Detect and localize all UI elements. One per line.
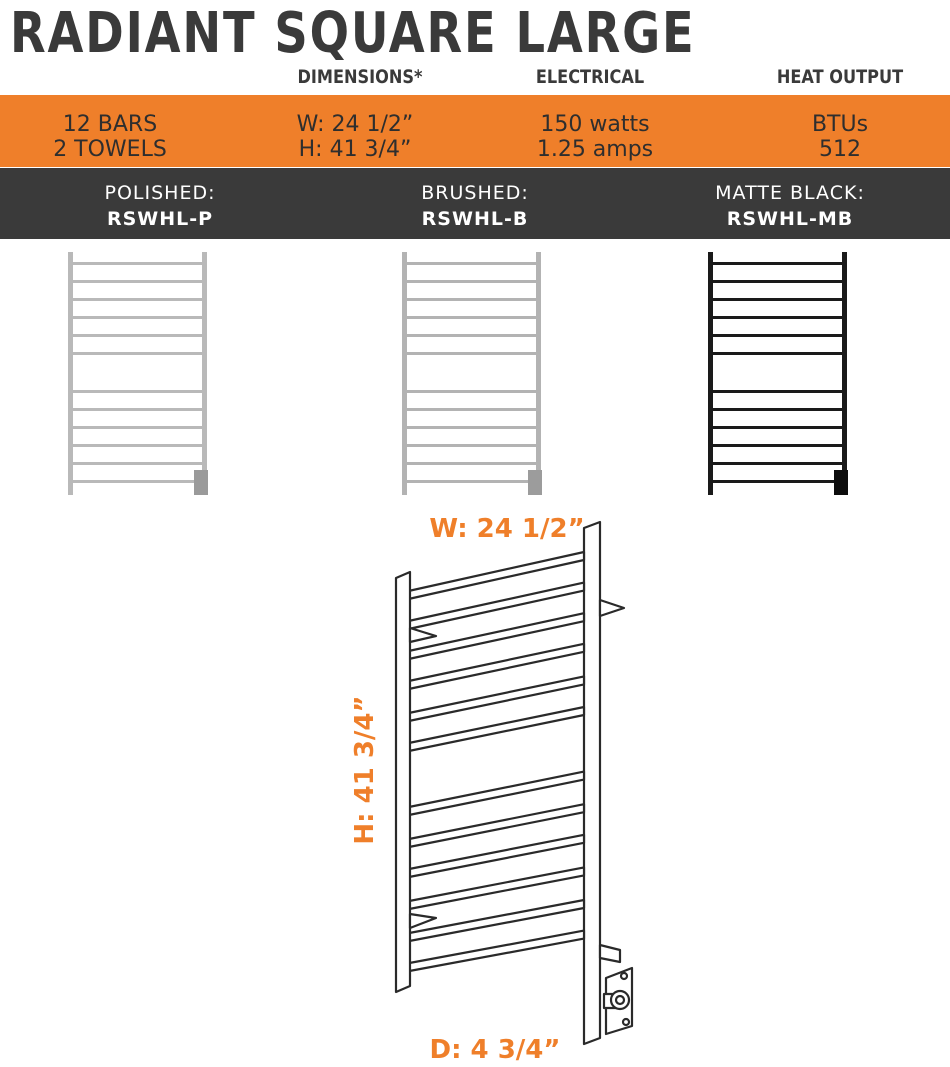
rack-bar bbox=[73, 334, 202, 337]
page-title: RADIANT SQUARE LARGE bbox=[10, 1, 696, 66]
rack-bar bbox=[407, 462, 536, 465]
rack-left-post bbox=[708, 252, 713, 495]
rack-bars bbox=[404, 552, 584, 972]
rack-bar bbox=[73, 316, 202, 319]
rack-right-post bbox=[202, 252, 207, 495]
right-post bbox=[584, 522, 600, 1044]
finish-sku: RSWHL-P bbox=[106, 208, 214, 230]
rack-bar bbox=[713, 390, 842, 393]
rack-bar bbox=[713, 444, 842, 447]
rack-right-post bbox=[536, 252, 541, 495]
heat-output-header: HEAT OUTPUT bbox=[776, 66, 904, 88]
watts-value: 150 watts bbox=[540, 112, 650, 137]
finish-name: BRUSHED: bbox=[421, 182, 529, 204]
rack-junction-box bbox=[834, 470, 848, 495]
rack-bar bbox=[73, 408, 202, 411]
rack-bar bbox=[73, 262, 202, 265]
finish-name: POLISHED: bbox=[104, 182, 216, 204]
rack-bar bbox=[407, 390, 536, 393]
rack-bar bbox=[407, 408, 536, 411]
plug-center bbox=[616, 996, 624, 1004]
upper-hook bbox=[410, 628, 436, 642]
left-post bbox=[396, 572, 410, 992]
rack-dimension-drawing bbox=[396, 522, 632, 1044]
rack-bar bbox=[407, 480, 536, 483]
rack-bar bbox=[407, 352, 536, 355]
rack-bar bbox=[73, 444, 202, 447]
rack-bar bbox=[713, 280, 842, 283]
width-value: W: 24 1/2” bbox=[296, 112, 414, 137]
rack-bar bbox=[713, 298, 842, 301]
finish-sku: RSWHL-B bbox=[421, 208, 529, 230]
rack-left-post bbox=[68, 252, 73, 495]
btu-label: BTUs bbox=[811, 112, 869, 137]
rack-bar bbox=[407, 426, 536, 429]
rack-bar bbox=[713, 426, 842, 429]
rack-bar bbox=[407, 298, 536, 301]
finish-name: MATTE BLACK: bbox=[715, 182, 865, 204]
rack-junction-box bbox=[194, 470, 208, 495]
rack-right-post bbox=[842, 252, 847, 495]
btu-value: 512 bbox=[819, 137, 861, 162]
rack-junction-box bbox=[528, 470, 542, 495]
rack-bar bbox=[407, 334, 536, 337]
plate-screw bbox=[621, 973, 627, 979]
rack-bar bbox=[713, 408, 842, 411]
lower-bracket bbox=[600, 945, 620, 962]
rack-bar bbox=[713, 262, 842, 265]
rack-bar bbox=[73, 390, 202, 393]
height-value: H: 41 3/4” bbox=[298, 137, 412, 162]
finish-sku: RSWHL-MB bbox=[726, 208, 854, 230]
matte-black-rack-image bbox=[708, 252, 848, 495]
amps-value: 1.25 amps bbox=[536, 137, 654, 162]
rack-bar bbox=[713, 352, 842, 355]
rack-bar bbox=[713, 334, 842, 337]
height-dimension-label: H: 41 3/4” bbox=[350, 695, 380, 845]
top-bracket bbox=[600, 600, 624, 616]
lower-hook bbox=[410, 914, 436, 928]
rack-bar bbox=[713, 462, 842, 465]
brushed-rack-image bbox=[402, 252, 542, 495]
rack-bar bbox=[713, 316, 842, 319]
plate-screw bbox=[623, 1019, 629, 1025]
width-dimension-label: W: 24 1/2” bbox=[429, 514, 585, 544]
rack-bar bbox=[73, 298, 202, 301]
rack-left-post bbox=[402, 252, 407, 495]
rack-bar bbox=[73, 462, 202, 465]
rack-bar bbox=[407, 444, 536, 447]
rack-bar bbox=[73, 480, 202, 483]
electrical-header: ELECTRICAL bbox=[535, 66, 645, 88]
rack-bar bbox=[407, 280, 536, 283]
rack-bar bbox=[713, 480, 842, 483]
rack-bar bbox=[73, 280, 202, 283]
rack-bar bbox=[73, 426, 202, 429]
polished-rack-image bbox=[68, 252, 208, 495]
depth-dimension-label: D: 4 3/4” bbox=[429, 1035, 561, 1065]
bars-count: 12 BARS bbox=[62, 112, 158, 137]
rack-bar bbox=[73, 352, 202, 355]
towels-count: 2 TOWELS bbox=[53, 137, 167, 162]
dimensions-header: DIMENSIONS* bbox=[297, 66, 423, 88]
rack-bar bbox=[407, 316, 536, 319]
rack-bar bbox=[407, 262, 536, 265]
